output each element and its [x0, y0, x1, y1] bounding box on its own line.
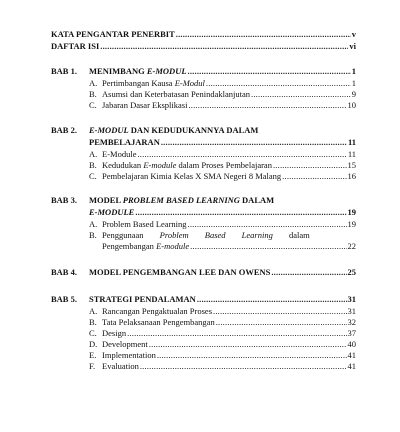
toc-item: B. Tata Pelaksanaan Pengembangan ..... 32 [89, 317, 356, 328]
toc-leader-dots [100, 41, 348, 52]
toc-item: D. Development ..... 40 [89, 339, 356, 350]
chapter-number: BAB 2. [51, 125, 77, 135]
toc-item: C. Design ..... 37 [89, 328, 356, 339]
chapter-number: BAB 5. [51, 294, 77, 304]
toc-chapter-3 [51, 195, 356, 206]
toc-item: C. Jabaran Dasar Eksplikasi ..... 10 [89, 100, 356, 111]
toc-item: A. Rancangan Pengaktualan Proses ..... 31 [89, 306, 356, 317]
chapter-title: MODEL PROBLEM BASED LEARNING DALAM [89, 195, 275, 205]
chapter-number: BAB 1. [51, 66, 77, 76]
toc-item: C. Pembelajaran Kimia Kelas X SMA Negeri 8 Malang ..... 16 [89, 171, 356, 182]
toc-item: F. Evaluation ..... 41 [89, 361, 356, 372]
chapter-title: E-MODUL DAN KEDUDUKANNYA DALAM [89, 125, 259, 135]
toc-item-continued: Pengembangan E-module ..... 22 [102, 241, 356, 252]
toc-item: B. Kedudukan E-module dalam Proses Pembelajaran ..... 15 [89, 160, 356, 171]
toc-item: B. Penggunaan Problem Based Learning dalam [89, 230, 310, 240]
toc-chapter-2-line2: PEMBELAJARAN ..... 11 [89, 137, 356, 148]
toc-item: A. Problem Based Learning ..... 19 [89, 219, 356, 230]
toc-item: A. Pertimbangan Kausa E-Modul ..... 1 [89, 78, 356, 89]
toc-entry-kata-pengantar [51, 29, 356, 40]
toc-chapter-5: BAB 5. STRATEGI PENDALAMAN ..... 31 [51, 294, 356, 305]
toc-entry-label: KATA PENGANTAR PENERBIT [51, 29, 175, 39]
toc-leader-dots [188, 66, 351, 77]
toc-item: E. Implementation ..... 41 [89, 350, 356, 361]
chapter-title: MODEL PENGEMBANGAN LEE DAN OWENS [89, 267, 271, 277]
toc-page-number: v [351, 29, 356, 39]
chapter-number: BAB 4. [51, 267, 77, 277]
toc-page-number: vi [349, 41, 356, 51]
toc-chapter-2 [51, 125, 356, 136]
chapter-title: STRATEGI PENDALAMAN [89, 294, 196, 304]
toc-item: B. Asumsi dan Keterbatasan Penindaklanjutan ..... 9 [89, 89, 356, 100]
toc-item: A. E-Module ..... 11 [89, 149, 356, 160]
chapter-number: BAB 3. [51, 195, 77, 205]
toc-entry-daftar-isi [51, 41, 356, 52]
toc-chapter-1 [51, 66, 356, 77]
toc-chapter-3-line2: E-MODULE ..... 19 [89, 207, 356, 218]
toc-page-number: 1 [351, 66, 356, 76]
toc-chapter-4: BAB 4. MODEL PENGEMBANGAN LEE DAN OWENS ..... 25 [51, 267, 356, 278]
toc-entry-label: DAFTAR ISI [51, 41, 100, 51]
toc-leader-dots [176, 29, 351, 40]
chapter-title: MENIMBANG E-MODUL [89, 66, 187, 76]
